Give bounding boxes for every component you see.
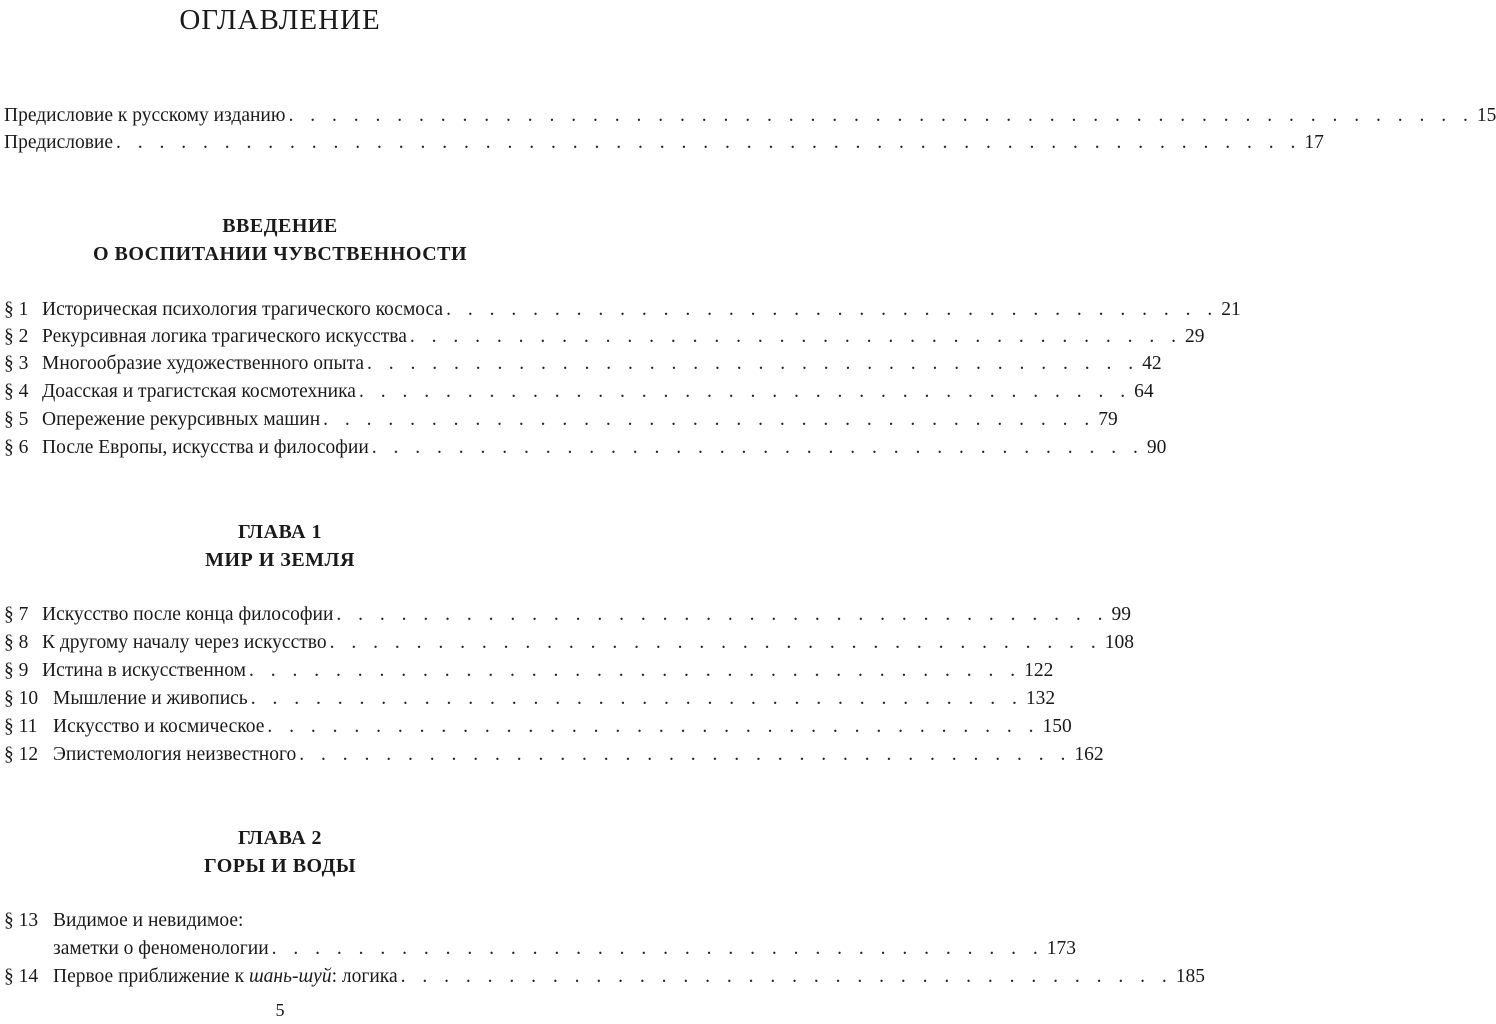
entry-page: 79 [1098,409,1118,430]
entry-title-italic: шань-шуй [248,966,332,987]
section-number: § 12 [4,744,39,765]
section-number: § 2 [4,326,29,347]
section-number: § 10 [4,688,39,709]
toc-entry[interactable] [4,631,1134,655]
dot-leader: . . . . . . . . . . . . . . . . . . . . . . . . . . . . . . . . . . . . [358,381,1132,402]
dot-leader: . . . . . . . . . . . . . . . . . . . . . . . . . . . . . . . . . . . . [329,632,1102,653]
entry-page: 122 [1024,660,1054,681]
dot-leader: . . . . . . . . . . . . . . . . . . . . . . . . . . . . . . . . . . . . [371,437,1144,458]
entry-page: 90 [1146,437,1167,458]
entry-title: Мышление и живопись [53,688,248,709]
toc-entry[interactable] [4,380,1154,404]
entry-title: Истина в искусственном [42,660,246,681]
section-number: § 9 [4,660,29,681]
dot-leader: . . . . . . . . . . . . . . . . . . . . . . . . . . . . . . . . . . . . [446,299,1219,320]
section-number: § 14 [4,966,39,987]
page-number: 5 [275,1000,285,1020]
entry-page: 108 [1104,632,1134,653]
toc-entry[interactable] [4,743,1104,767]
dot-leader: . . . . . . . . . . . . . . . . . . . . . . . . . . . . . . . . . . . . [323,409,1096,430]
dot-leader: . . . . . . . . . . . . . . . . . . . . . . . . . . . . . . . . . . . . [299,744,1072,765]
entry-page: 21 [1221,299,1241,320]
entry-page: 15 [1476,105,1496,126]
entry-title: Искусство и космическое [53,716,265,737]
toc-entry[interactable] [4,325,1205,349]
entry-page: 29 [1184,326,1205,347]
entry-title-part: Первое приближение к [53,966,249,987]
entry-title-part: : логика [331,966,398,987]
entry-page: 132 [1025,688,1056,709]
dot-leader: . . . . . . . . . . . . . . . . . . . . . . . . . . . . . . . . . . . . [271,938,1044,959]
entry-title: К другому началу через искусство [42,632,327,653]
entry-page: 150 [1042,716,1072,737]
toc-entry[interactable] [4,104,1496,128]
entry-title: Предисловие [4,132,114,153]
toc-entry[interactable] [4,352,1162,376]
section-number: § 13 [4,910,39,931]
entry-title: Доасская и трагистская космотехника [42,381,356,402]
dot-leader: . . . . . . . . . . . . . . . . . . . . . . . . . . . . . . . . . . . . [250,688,1023,709]
toc-entry[interactable] [4,436,1167,460]
dot-leader: . . . . . . . . . . . . . . . . . . . . . . . . . . . . . . . . . . . . . . . . . . . . . . . . . . . . . . . [116,132,1302,153]
section-subheading: О ВОСПИТАНИИ ЧУВСТВЕННОСТИ [92,243,468,265]
entry-page: 42 [1142,353,1162,374]
chapter-title: МИР И ЗЕМЛЯ [205,549,355,571]
section-number: § 4 [4,381,29,402]
entry-title: Предисловие к русскому изданию [4,105,286,126]
section-number: § 1 [4,299,29,320]
entry-title: Опережение рекурсивных машин [42,409,321,430]
toc-entry-continuation[interactable] [53,937,1077,961]
entry-page: 162 [1074,744,1104,765]
toc-entry[interactable] [4,408,1118,432]
chapter-heading: ГЛАВА 2 [237,827,323,849]
entry-title [53,965,398,989]
page-title: ОГЛАВЛЕНИЕ [179,4,381,36]
entry-title: Эпистемология неизвестного [53,744,297,765]
entry-title: Видимое и невидимое: [53,910,244,931]
dot-leader: . . . . . . . . . . . . . . . . . . . . . . . . . . . . . . . . . . . . [267,716,1040,737]
dot-leader: . . . . . . . . . . . . . . . . . . . . . . . . . . . . . . . . . . . . . . . . . . . . . . . . . . . . . . . [288,105,1474,126]
entry-page: 99 [1111,604,1132,625]
section-number: § 3 [4,353,29,374]
chapter-title: ГОРЫ И ВОДЫ [204,855,356,877]
dot-leader: . . . . . . . . . . . . . . . . . . . . . . . . . . . . . . . . . . . . [400,966,1173,987]
entry-title-continued: заметки о феноменологии [53,938,269,959]
entry-title: Многообразие художественного опыта [42,353,364,374]
toc-entry[interactable] [4,909,556,933]
toc-entry[interactable] [4,298,1241,322]
section-number: § 5 [4,409,29,430]
entry-title: Рекурсивная логика трагического искусства [42,326,407,347]
entry-title: После Европы, искусства и философии [42,437,369,458]
section-number: § 11 [4,716,38,737]
chapter-heading: ГЛАВА 1 [237,521,323,543]
entry-title: Историческая психология трагического космоса [42,299,444,320]
dot-leader: . . . . . . . . . . . . . . . . . . . . . . . . . . . . . . . . . . . . [367,353,1140,374]
entry-page: 64 [1134,381,1154,402]
section-number: § 8 [4,632,29,653]
entry-page: 17 [1304,132,1324,153]
section-heading: ВВЕДЕНИЕ [222,215,338,237]
section-number: § 6 [4,437,29,458]
toc-entry[interactable] [4,965,1205,989]
toc-entry[interactable] [4,715,1072,739]
dot-leader: . . . . . . . . . . . . . . . . . . . . . . . . . . . . . . . . . . . . [336,604,1109,625]
entry-title: Искусство после конца философии [42,604,334,625]
section-number: § 7 [4,604,29,625]
entry-page: 185 [1175,966,1205,987]
toc-entry[interactable] [4,603,1132,627]
toc-entry[interactable] [4,687,1056,711]
toc-entry[interactable] [4,659,1054,683]
dot-leader: . . . . . . . . . . . . . . . . . . . . . . . . . . . . . . . . . . . . [409,326,1182,347]
entry-page: 173 [1046,938,1077,959]
toc-entry[interactable] [4,131,1324,155]
dot-leader: . . . . . . . . . . . . . . . . . . . . . . . . . . . . . . . . . . . . [248,660,1022,681]
